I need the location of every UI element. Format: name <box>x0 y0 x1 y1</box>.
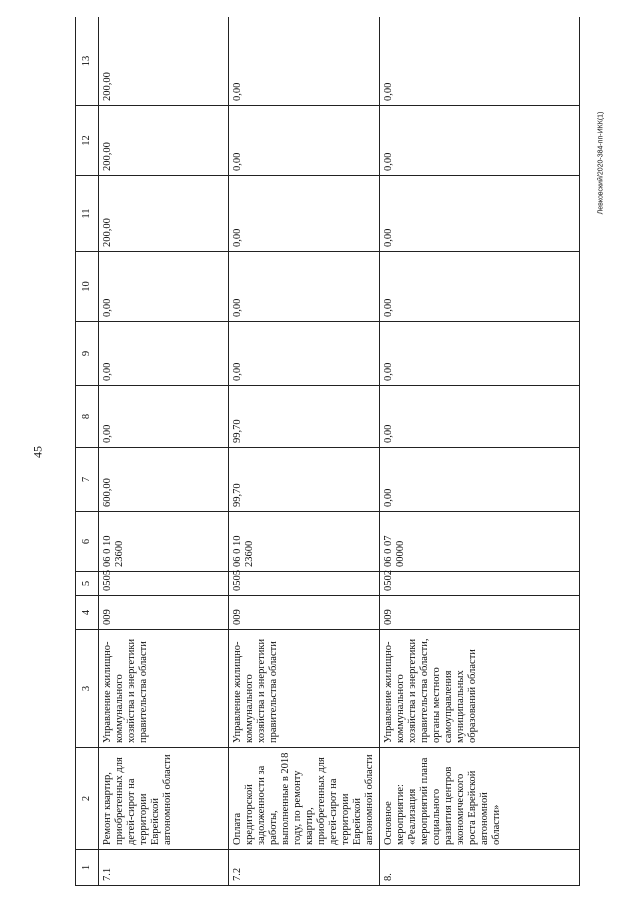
row-number: 8. <box>380 850 580 886</box>
amount-cell: 99,70 <box>229 386 380 448</box>
table-row <box>99 17 229 886</box>
amount-cell: 200,00 <box>99 17 229 106</box>
amount-cell: 0,00 <box>229 322 380 386</box>
amount-cell: 0,00 <box>229 252 380 322</box>
section-code: 0505 <box>229 572 380 596</box>
measure-name: Ремонт квартир, приобретенных для детей-сирот на территории Еврейской автономной области <box>99 748 229 850</box>
amount-cell: 0,00 <box>380 322 580 386</box>
amount-cell: 200,00 <box>99 106 229 176</box>
page-number: 45 <box>30 446 45 458</box>
header-cell: 5 <box>76 572 99 596</box>
measure-name: Оплата кредиторской задолженности за работы, выполненные в 2018 году, по ремонту квартир, приобретенных для детей-сирот на территории Еврейской автономной области <box>229 748 380 850</box>
amount-cell: 0,00 <box>229 17 380 106</box>
target-article-code: 06 0 10 23600 <box>99 512 229 572</box>
document-code: Левковский/2020-384-пп-ИКК(1) <box>597 111 605 215</box>
header-cell: 2 <box>76 748 99 850</box>
amount-cell: 0,00 <box>99 386 229 448</box>
amount-cell: 0,00 <box>380 17 580 106</box>
amount-cell: 0,00 <box>229 106 380 176</box>
amount-cell: 0,00 <box>380 448 580 512</box>
amount-cell: 0,00 <box>99 252 229 322</box>
amount-cell: 200,00 <box>99 176 229 252</box>
executor: Управление жилищно-коммунального хозяйства и энергетики правительства области <box>229 630 380 748</box>
measure-name: Основное мероприятие: «Реализация мероприятий плана социального развития центров экономического роста Еврейской автономной области» <box>380 748 580 850</box>
header-row <box>76 17 99 886</box>
executor: Управление жилищно-коммунального хозяйства и энергетики правительства области <box>99 630 229 748</box>
grbs-code: 009 <box>99 596 229 630</box>
target-article-code: 06 0 10 23600 <box>229 512 380 572</box>
amount-cell: 0,00 <box>380 386 580 448</box>
header-cell: 7 <box>76 448 99 512</box>
header-cell: 6 <box>76 512 99 572</box>
amount-cell: 99,70 <box>229 448 380 512</box>
table-viewport <box>75 17 580 886</box>
executor: Управление жилищно-коммунального хозяйства и энергетики правительства области, органы местного самоуправления муниципальных образований области <box>380 630 580 748</box>
header-cell: 4 <box>76 596 99 630</box>
header-cell: 12 <box>76 106 99 176</box>
grbs-code: 009 <box>229 596 380 630</box>
table-row <box>380 17 580 886</box>
section-code: 0505 <box>99 572 229 596</box>
budget-table <box>75 17 580 886</box>
rotated-table-wrapper <box>75 17 580 886</box>
amount-cell: 0,00 <box>380 252 580 322</box>
amount-cell: 0,00 <box>229 176 380 252</box>
row-number: 7.2 <box>229 850 380 886</box>
target-article-code: 06 0 07 00000 <box>380 512 580 572</box>
header-cell: 11 <box>76 176 99 252</box>
row-number: 7.1 <box>99 850 229 886</box>
header-cell: 13 <box>76 17 99 106</box>
section-code: 0502 <box>380 572 580 596</box>
header-cell: 3 <box>76 630 99 748</box>
header-cell: 1 <box>76 850 99 886</box>
header-cell: 9 <box>76 322 99 386</box>
grbs-code: 009 <box>380 596 580 630</box>
amount-cell: 0,00 <box>380 106 580 176</box>
header-cell: 8 <box>76 386 99 448</box>
amount-cell: 0,00 <box>380 176 580 252</box>
table-row <box>229 17 380 886</box>
header-cell: 10 <box>76 252 99 322</box>
amount-cell: 0,00 <box>99 322 229 386</box>
amount-cell: 600,00 <box>99 448 229 512</box>
